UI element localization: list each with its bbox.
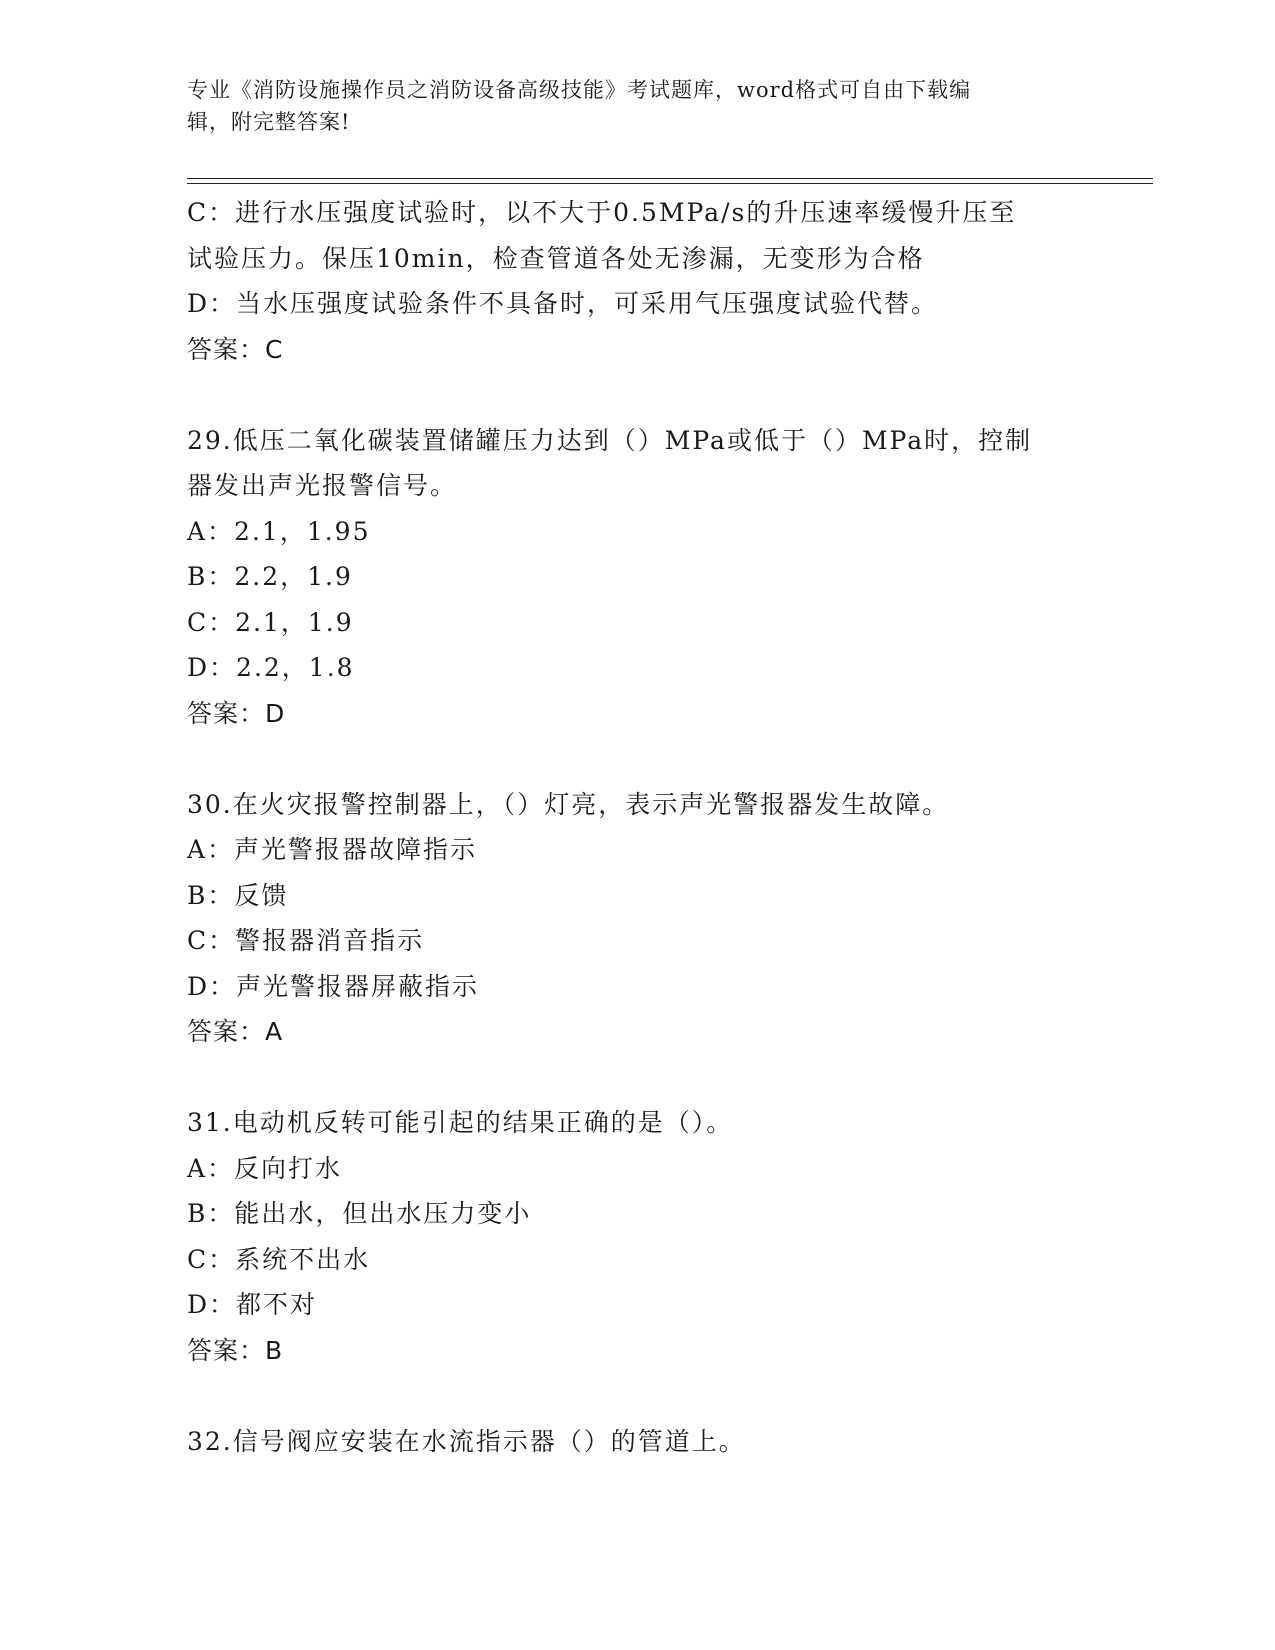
header-divider-top [187, 178, 1153, 179]
option-d: D：都不对 [187, 1290, 318, 1319]
question-spacer [187, 1055, 1067, 1101]
question-stem: 32.信号阀应安装在水流指示器（）的管道上。 [187, 1426, 746, 1456]
option-a: A：2.1，1.95 [187, 516, 371, 546]
question-28-tail [187, 190, 1067, 372]
question-stem-line-2: 器发出声光报警信号。 [187, 471, 458, 500]
header-line-2: 辑，附完整答案! [187, 110, 351, 134]
question-spacer [187, 372, 1067, 418]
option-d: D：2.2，1.8 [187, 653, 355, 682]
option-b: B：2.2，1.9 [187, 562, 353, 591]
option-d: D：声光警报器屏蔽指示 [187, 971, 480, 1001]
answer-label: 答案：B [187, 1335, 284, 1365]
question-spacer [187, 1373, 1067, 1419]
question-31 [187, 1100, 1067, 1373]
answer-label: 答案：A [187, 1017, 284, 1046]
option-b: B：反馈 [187, 880, 289, 910]
answer-label: 答案：C [187, 334, 284, 364]
question-stem-line-1: 29.低压二氧化碳装置储罐压力达到（）MPa或低于（）MPa时，控制 [187, 425, 1033, 455]
question-stem: 31.电动机反转可能引起的结果正确的是（）。 [187, 1108, 734, 1137]
option-a: A：反向打水 [187, 1153, 343, 1183]
option-b: B：能出水，但出水压力变小 [187, 1199, 532, 1228]
option-c-line-2: 试验压力。保压10min，检查管道各处无渗漏，无变形为合格 [187, 243, 925, 273]
header-line-1: 专业《消防设施操作员之消防设备高级技能》考试题库，word格式可自由下载编 [187, 78, 972, 102]
option-c: C：系统不出水 [187, 1244, 371, 1274]
option-c: C：2.1，1.9 [187, 607, 354, 637]
question-spacer [187, 736, 1067, 782]
question-29 [187, 418, 1067, 737]
header-divider-bottom [187, 183, 1153, 184]
option-a: A：声光警报器故障指示 [187, 835, 478, 864]
answer-label: 答案：D [187, 698, 286, 728]
page-header [187, 74, 1067, 138]
option-c: C：警报器消音指示 [187, 926, 425, 955]
option-c-line-1: C：进行水压强度试验时，以不大于0.5MPa/s的升压速率缓慢升压至 [187, 198, 1017, 227]
option-d: D：当水压强度试验条件不具备时，可采用气压强度试验代替。 [187, 289, 939, 318]
question-32 [187, 1419, 1067, 1465]
question-list [187, 190, 1067, 1464]
question-stem: 30.在火灾报警控制器上，（）灯亮，表示声光警报器发生故障。 [187, 789, 950, 819]
question-30 [187, 782, 1067, 1055]
